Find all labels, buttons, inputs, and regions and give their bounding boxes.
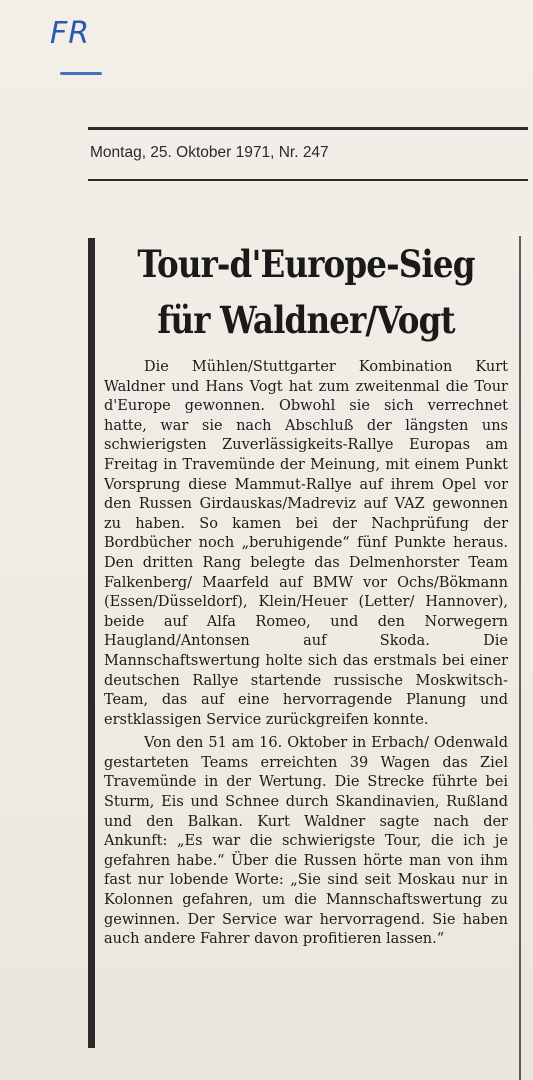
headline-line-1: Tour-d'Europe-Sieg <box>137 242 475 286</box>
dateline: Montag, 25. Oktober 1971, Nr. 247 <box>90 144 329 161</box>
column-divider <box>519 236 521 1080</box>
article-paragraph-1: Die Mühlen/Stuttgarter Kombination Kurt Waldner und Hans Vogt hat zum zweitenmal die Tour d'Europe gewonnen. Obwohl sie sich verrechnet hatte, war sie nach Abschluß der längsten uns schwierigsten Zuverlässigkeits-Rallye Europas am Freitag in Travemünde der Meinung, mit einem Punkt Vorsprung diese Mammut-Rallye auf ihrem Opel vor den Russen Girdauskas/Madreviz auf VAZ gewonnen zu haben. So kamen bei der Nachprüfung der Bordbücher noch „beruhigende“ fünf Punkte heraus. Den dritten Rang belegte das Delmenhorster Team Falkenberg/ Maarfeld auf BMW vor Ochs/Bökmann (Essen/Düsseldorf), Klein/Heuer (Letter/ Hannover), beide auf Alfa Romeo, und den Norwegern Haugland/Antonsen auf Skoda. Die Mannschaftswertung holte sich das erstmals bei einer deutschen Rallye startende russische Moskwitsch-Team, das auf eine hervorragende Planung und erstklassigen Service zurückgreifen konnte. <box>104 359 508 728</box>
article-body <box>104 358 508 950</box>
headline-line-2: für Waldner/Vogt <box>157 298 455 342</box>
article-headline <box>125 236 488 348</box>
article-paragraph-2: Von den 51 am 16. Oktober in Erbach/ Odenwald gestarteten Teams erreichten 39 Wagen das Ziel Travemünde in der Wertung. Die Strecke führte bei Sturm, Eis und Schnee durch Skandinavien, Rußland und den Balkan. Kurt Waldner sagte nach der Ankunft: „Es war die schwierigste Tour, die ich je gefahren habe.“ Über die Russen hörte man von ihm fast nur lobende Worte: „Sie sind seit Moskau nur in Kolonnen gefahren, um die Mannschaftswertung zu gewinnen. Der Service war hervorragend. Sie haben auch andere Fahrer davon profitieren lassen.“ <box>104 735 508 948</box>
handwritten-note: FR <box>50 16 91 51</box>
handwritten-underline <box>60 72 102 75</box>
masthead-rule-top <box>88 127 528 130</box>
masthead-rule-bottom <box>88 179 528 181</box>
article-side-bar <box>88 238 95 1048</box>
